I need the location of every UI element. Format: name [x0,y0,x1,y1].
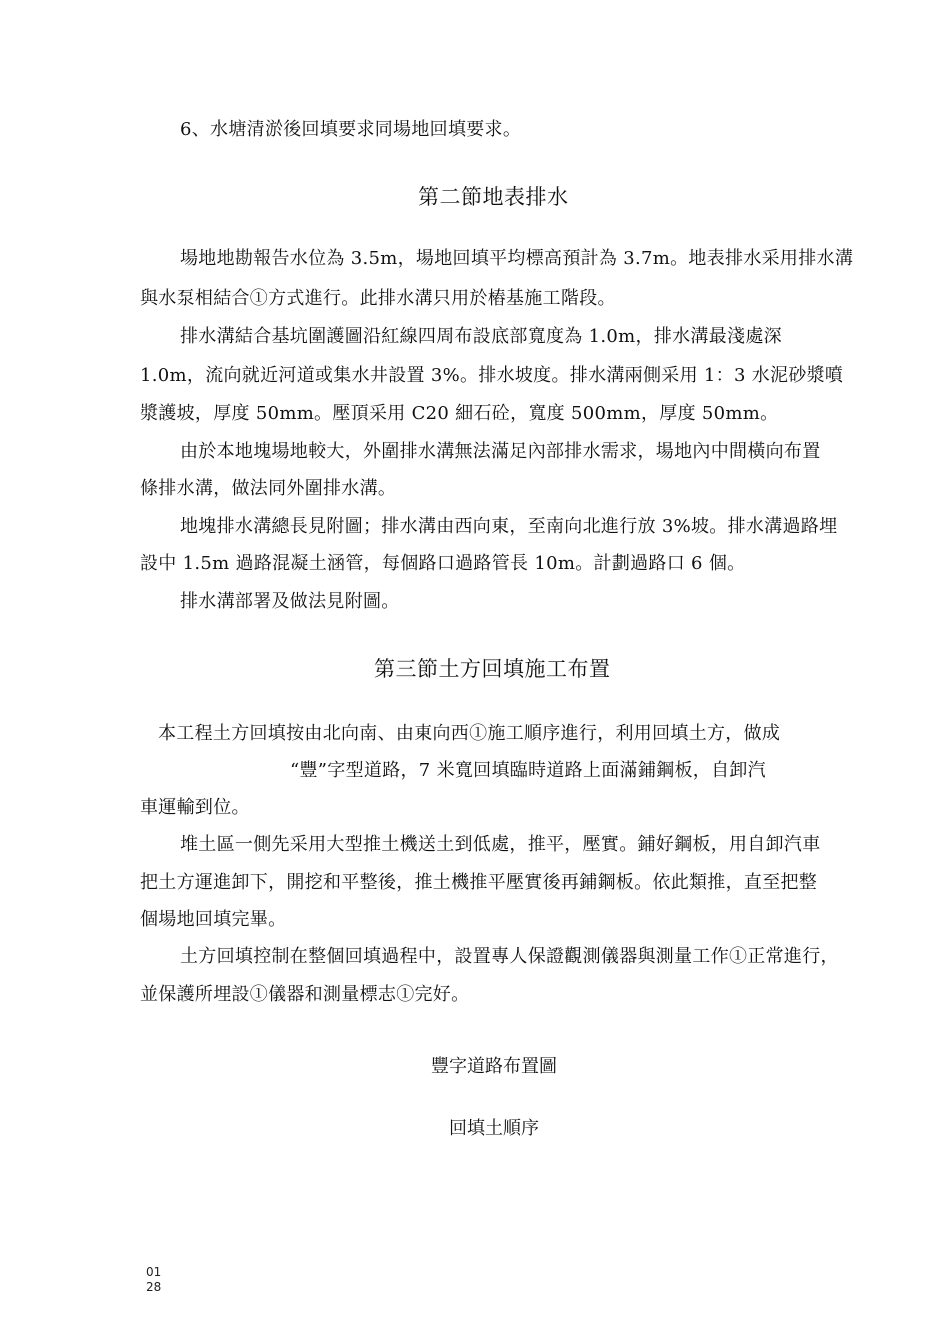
paragraph-line: 與水泵相結合①方式進行。此排水溝只用於樁基施工階段。 [140,288,616,309]
paragraph-line: 1.0m，流向就近河道或集水井設置 3%。排水坡度。排水溝兩側采用 1：3 水泥砂漿噴 [140,365,844,386]
paragraph-line: 地塊排水溝總長見附圖；排水溝由西向東，至南向北進行放 3%坡。排水溝過路埋 [180,516,838,537]
page-number-line-1: 01 [146,1265,162,1279]
page-number-line-2: 28 [146,1280,162,1294]
paragraph-line: 由於本地塊場地較大，外圍排水溝無法滿足內部排水需求，場地內中間橫向布置 [180,441,821,462]
figure-caption-road-layout: 豐字道路布置圖 [431,1056,557,1077]
paragraph-line: 設中 1.5m 過路混凝土涵管，每個路口過路管長 10m。計劃過路口 6 個。 [140,553,746,574]
paragraph-line: 場地地勘報告水位為 3.5m，場地回填平均標高預計為 3.7m。地表排水采用排水溝 [180,248,854,269]
section-title-earth-backfill: 第三節土方回填施工布置 [374,657,611,681]
paragraph-line: 把土方運進卸下，開挖和平整後，推土機推平壓實後再鋪鋼板。依此類推，直至把整 [140,872,818,893]
section-title-surface-drainage: 第二節地表排水 [418,185,569,209]
paragraph-line: 個場地回填完畢。 [140,909,287,930]
paragraph-line: 條排水溝，做法同外圍排水溝。 [140,478,397,499]
paragraph-line: “豐”字型道路，7 米寬回填臨時道路上面滿鋪鋼板，自卸汽 [290,760,766,781]
paragraph-line: 土方回填控制在整個回填過程中，設置專人保證觀測儀器與測量工作①正常進行， [180,946,839,967]
paragraph-line: 並保護所埋設①儀器和測量標志①完好。 [140,984,470,1005]
paragraph-line: 車運輸到位。 [140,797,250,818]
paragraph-line: 本工程土方回填按由北向南、由東向西①施工順序進行，利用回填土方，做成 [158,723,781,744]
intro-paragraph: 6、水塘清淤後回填要求同場地回填要求。 [180,119,522,140]
paragraph-line: 漿護坡，厚度 50mm。壓頂采用 C20 細石砼，寬度 500mm，厚度 50mm。 [140,403,779,424]
paragraph-line: 堆土區一側先采用大型推土機送土到低處，推平，壓實。鋪好鋼板，用自卸汽車 [180,834,821,855]
paragraph-line: 排水溝結合基坑圍護圖沿紅線四周布設底部寬度為 1.0m，排水溝最淺處深 [180,326,782,347]
figure-caption-backfill-sequence: 回填土順序 [449,1118,539,1139]
paragraph-line: 排水溝部署及做法見附圖。 [180,591,400,612]
